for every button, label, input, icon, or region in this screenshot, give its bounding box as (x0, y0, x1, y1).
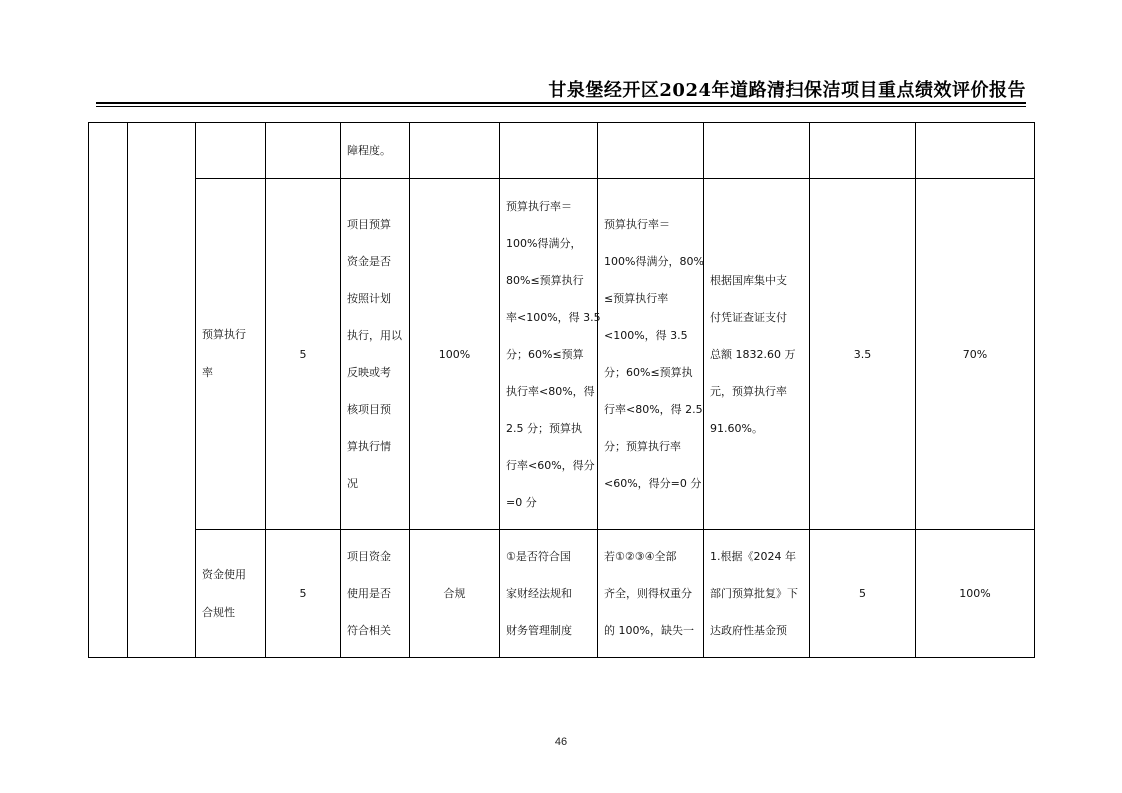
indicator-cell (196, 123, 266, 179)
scoring-line: 齐全，则得权重分 (604, 587, 692, 600)
evaluation-table (88, 122, 1035, 658)
scoring-line: 分；60%≤预算执 (604, 366, 693, 379)
explanation-line: 执行，用以 (347, 329, 402, 342)
level2-cell (128, 123, 196, 658)
explanation-cell (341, 179, 410, 530)
explanation-line: 符合相关 (347, 624, 391, 637)
basis-line: 付凭证查证支付 (710, 310, 787, 324)
page-number: 46 (554, 736, 568, 748)
explanation-line: 资金是否 (347, 255, 391, 268)
criteria-cell (500, 179, 601, 530)
weight-cell: 5 (266, 530, 341, 658)
basis-cell (704, 123, 810, 179)
scoring-line: 行率<80%，得 2.5 (604, 403, 703, 416)
scoring-cell (598, 123, 704, 179)
target-cell: 100% (410, 179, 500, 530)
criteria-line: 80%≤预算执行 (506, 273, 584, 287)
score-cell: 5 (810, 530, 916, 658)
criteria-line: 2.5 分；预算执 (506, 421, 582, 435)
scoring-line: <60%，得分=0 分 (604, 477, 702, 490)
scoring-line: <100%，得 3.5 (604, 329, 688, 342)
scoring-cell (598, 179, 704, 530)
table-row (89, 123, 1035, 179)
report-title: 甘泉堡经开区2024年道路清扫保洁项目重点绩效评价报告 (548, 80, 1026, 101)
explanation-line: 按照计划 (347, 292, 391, 305)
criteria-line: 执行率<80%，得 (506, 384, 595, 398)
criteria-line: 分；60%≤预算 (506, 347, 584, 361)
explanation-line: 况 (347, 477, 358, 490)
basis-cell (704, 179, 810, 530)
basis-line: 达政府性基金预 (710, 624, 787, 637)
rate-cell: 100% (916, 530, 1035, 658)
table-row (89, 179, 1035, 530)
scoring-line: 分；预算执行率 (604, 440, 681, 453)
criteria-line: 家财经法规和 (506, 587, 572, 600)
basis-line: 91.60%。 (710, 421, 763, 435)
target-cell: 合规 (410, 530, 500, 658)
indicator-line: 率 (202, 366, 213, 379)
indicator-line: 合规性 (202, 605, 235, 619)
weight-cell: 5 (266, 179, 341, 530)
explanation-line: 反映或考 (347, 366, 391, 379)
rate-cell (916, 123, 1035, 179)
explanation-line: 项目资金 (347, 550, 391, 563)
basis-line: 元，预算执行率 (710, 384, 787, 398)
score-cell (810, 123, 916, 179)
explanation-cell (341, 530, 410, 658)
basis-line: 部门预算批复》下 (710, 587, 798, 600)
indicator-cell (196, 530, 266, 658)
basis-cell (704, 530, 810, 658)
criteria-line: 预算执行率＝ (506, 199, 572, 213)
scoring-line: ≤预算执行率 (604, 292, 669, 305)
indicator-line: 资金使用 (202, 567, 246, 581)
criteria-line: 财务管理制度 (506, 624, 572, 637)
weight-cell (266, 123, 341, 179)
level1-cell (89, 123, 128, 658)
scoring-cell (598, 530, 704, 658)
rate-cell: 70% (916, 179, 1035, 530)
criteria-line: ①是否符合国 (506, 550, 571, 563)
header-rule-thin (96, 106, 1026, 107)
scoring-line: 若①②③④全部 (604, 550, 677, 563)
criteria-line: =0 分 (506, 495, 537, 509)
target-cell (410, 123, 500, 179)
basis-line: 根据国库集中支 (710, 273, 787, 287)
header-rule (96, 102, 1026, 104)
table-row (89, 530, 1035, 658)
criteria-cell (500, 530, 598, 658)
explanation-line: 核项目预 (347, 403, 391, 416)
score-cell: 3.5 (810, 179, 916, 530)
explanation-line: 使用是否 (347, 587, 391, 600)
basis-line: 1.根据《2024 年 (710, 550, 796, 563)
criteria-line: 100%得满分， (506, 236, 582, 250)
explanation-cell (341, 123, 410, 179)
scoring-line: 预算执行率＝ (604, 218, 670, 231)
indicator-cell (196, 179, 266, 530)
explanation-line: 算执行情 (347, 440, 391, 453)
criteria-line: 行率<60%，得分 (506, 458, 595, 472)
scoring-line: 100%得满分，80% (604, 255, 704, 268)
criteria-cell (500, 123, 598, 179)
indicator-line: 预算执行 (202, 328, 246, 341)
explanation-line: 障程度。 (347, 144, 391, 157)
basis-line: 总额 1832.60 万 (710, 347, 796, 361)
explanation-line: 项目预算 (347, 218, 391, 231)
criteria-line: 率<100%，得 3.5 (506, 310, 601, 324)
scoring-line: 的 100%，缺失一 (604, 624, 694, 637)
